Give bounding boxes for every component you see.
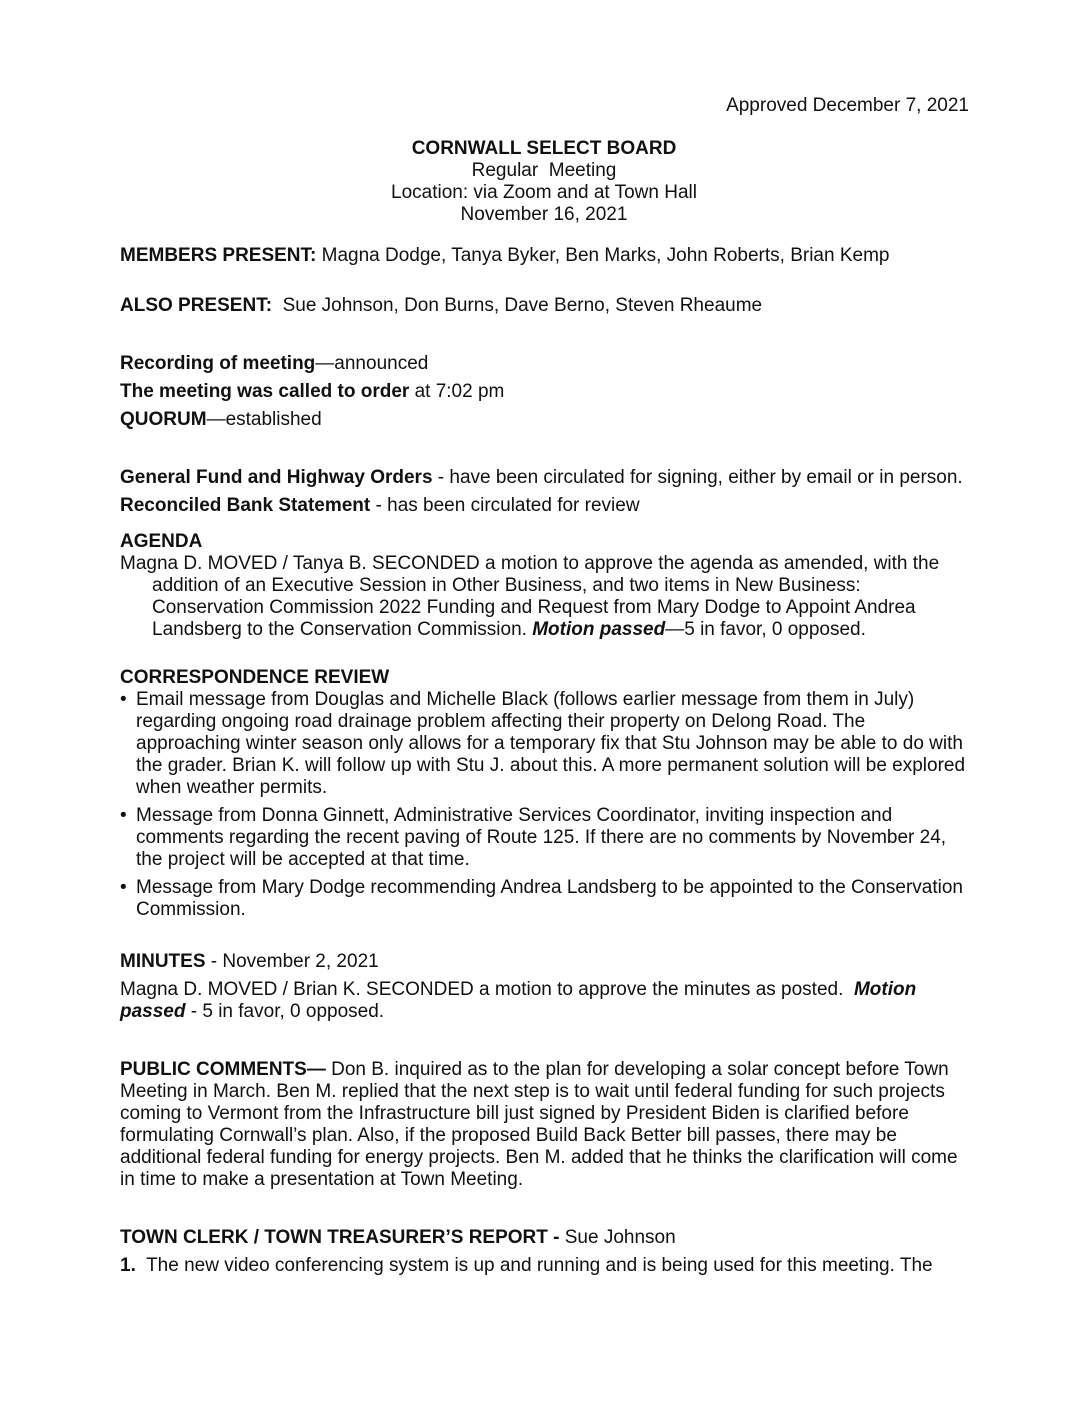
board-title: CORNWALL SELECT BOARD — [411, 138, 677, 159]
minutes-heading: MINUTES — [120, 951, 206, 972]
minutes-date: - November 2, 2021 — [205, 951, 379, 972]
clerk-report-item-number: 1. — [120, 1255, 136, 1276]
call-to-order-label: The meeting was called to order — [120, 381, 410, 402]
document-header — [0, 138, 1088, 226]
bank-statement-label: Reconciled Bank Statement — [120, 495, 371, 516]
orders-label: General Fund and Highway Orders — [120, 467, 433, 488]
members-present — [120, 245, 970, 267]
agenda-motion-result: —5 in favor, 0 opposed. — [665, 619, 866, 640]
clerk-report-heading: TOWN CLERK / TOWN TREASURER’S REPORT - — [120, 1227, 560, 1248]
agenda-heading: AGENDA — [120, 531, 203, 552]
minutes-motion-text: Magna D. MOVED / Brian K. SECONDED a motion to approve the minutes as posted. — [120, 979, 854, 1000]
meeting-date: November 16, 2021 — [460, 204, 628, 225]
quorum-line — [120, 409, 970, 431]
correspondence-list — [120, 689, 970, 921]
list-item: • Email message from Douglas and Michelle Black (follows earlier message from them in July) regarding ongoing road drainage problem affecting their property on Delong Road. The approaching winter season only allows for a temporary fix that Stu Johnson may be able to do with the grader. Brian K. will follow up with Stu J. about this. A more permanent solution will be explored when weather permits. — [120, 689, 970, 799]
quorum-status: —established — [206, 409, 322, 430]
bank-statement-text: - has been circulated for review — [370, 495, 640, 516]
clerk-report-item-text: The new video conferencing system is up and running and is being used for this meeting. The — [135, 1255, 933, 1276]
minutes-motion — [120, 979, 970, 1023]
agenda-motion-passed: Motion passed — [532, 619, 666, 640]
approval-note: Approved December 7, 2021 — [726, 95, 969, 116]
recording-label: Recording of meeting — [120, 353, 316, 374]
also-present-list: Sue Johnson, Don Burns, Dave Berno, Steven Rheaume — [272, 295, 763, 316]
bank-statement-line — [120, 495, 970, 517]
minutes-body — [120, 245, 970, 1277]
clerk-report-item — [120, 1255, 970, 1277]
also-present-label: ALSO PRESENT: — [120, 295, 273, 316]
orders-line — [120, 467, 970, 489]
members-present-list: Magna Dodge, Tanya Byker, Ben Marks, John Roberts, Brian Kemp — [316, 245, 890, 266]
agenda-motion — [120, 553, 970, 641]
recording-status: —announced — [315, 353, 429, 374]
clerk-report-name: Sue Johnson — [559, 1227, 676, 1248]
public-comments — [120, 1059, 970, 1191]
members-present-label: MEMBERS PRESENT: — [120, 245, 317, 266]
clerk-report-heading-line — [120, 1227, 970, 1249]
list-item: • Message from Mary Dodge recommending Andrea Landsberg to be appointed to the Conservation Commission. — [120, 877, 970, 921]
minutes-heading-line — [120, 951, 970, 973]
list-item: • Message from Donna Ginnett, Administrative Services Coordinator, inviting inspection and comments regarding the recent paving of Route 125. If there are no comments by November 24, the project will be accepted at that time. — [120, 805, 970, 871]
minutes-motion-result: - 5 in favor, 0 opposed. — [185, 1001, 385, 1022]
call-to-order-line — [120, 381, 970, 403]
correspondence-heading: CORRESPONDENCE REVIEW — [120, 667, 390, 688]
call-to-order-time: at 7:02 pm — [409, 381, 505, 402]
meeting-type: Regular Meeting — [471, 160, 617, 181]
recording-line — [120, 353, 970, 375]
public-comments-text: Don B. inquired as to the plan for developing a solar concept before Town Meeting in March. Ben M. replied that the next step is to wait until federal funding for such projects coming to Vermont from the Infrastructure bill just signed by President Biden is clarified before formulating Cornwall’s plan. Also, if the proposed Build Back Better bill passes, there may be additional federal funding for energy projects. Ben M. added that he thinks the clarification will come in time to make a presentation at Town Meeting. — [120, 1059, 958, 1190]
minutes-motion-passed: Motion passed — [120, 979, 917, 1022]
meeting-location: Location: via Zoom and at Town Hall — [391, 182, 697, 203]
also-present — [120, 273, 970, 317]
public-comments-heading: PUBLIC COMMENTS— — [120, 1059, 326, 1080]
agenda-motion-text: Magna D. MOVED / Tanya B. SECONDED a motion to approve the agenda as amended, with the addition of an Executive Session in Other Business, and two items in New Business: Conservation Commission 2022 Funding and Request from Mary Dodge to Appoint Andrea Landsberg to the Conservation Commission. — [120, 553, 940, 640]
quorum-label: QUORUM — [120, 409, 207, 430]
orders-text: - have been circulated for signing, either by email or in person. — [432, 467, 963, 488]
